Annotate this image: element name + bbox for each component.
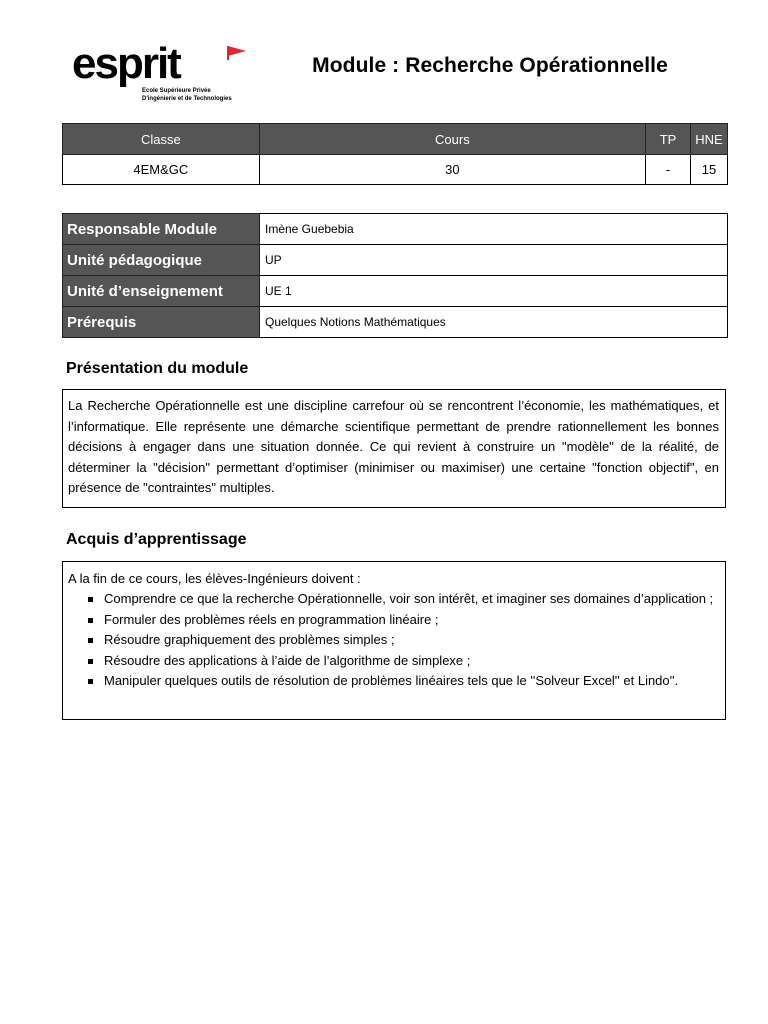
header-cours: Cours bbox=[259, 124, 645, 155]
info-row-prerequis bbox=[63, 307, 728, 338]
logo-subtitle-1: Ecole Supérieure Privée bbox=[142, 88, 211, 94]
info-value: Quelques Notions Mathématiques bbox=[260, 307, 728, 338]
acquis-box bbox=[62, 561, 726, 720]
presentation-text: La Recherche Opérationnelle est une discipline carrefour où se rencontrent l’économie, les mathématiques, et l’informatique. Elle représente une démarche scientifique permettant de prendre rationnellement les bonnes décisions à engager dans une situation donnée. Ce qui revient à construire un "modèle" de la réalité, de déterminer la "décision" permettant d’optimiser (minimiser ou maximiser) une certaine "fonction objectif", en présence de "contraintes" multiples. bbox=[68, 398, 719, 495]
list-item bbox=[68, 589, 719, 610]
bullet-icon bbox=[88, 638, 93, 643]
cell-tp: - bbox=[646, 155, 691, 185]
info-row-unite-enseignement bbox=[63, 276, 728, 307]
info-value: UP bbox=[260, 245, 728, 276]
list-item bbox=[68, 651, 719, 672]
acquis-heading: Acquis d’apprentissage bbox=[66, 531, 247, 548]
hours-table-header bbox=[63, 124, 728, 155]
bullet-icon bbox=[88, 597, 93, 602]
header-classe: Classe bbox=[63, 124, 260, 155]
info-row-responsable bbox=[63, 214, 728, 245]
list-item-text: Résoudre graphiquement des problèmes simples ; bbox=[104, 632, 395, 647]
info-label: Unité pédagogique bbox=[63, 245, 260, 276]
logo-wordmark: esprit bbox=[72, 39, 180, 88]
acquis-intro: A la fin de ce cours, les élèves-Ingénieurs doivent : bbox=[68, 571, 361, 586]
list-item-text: Résoudre des applications à l’aide de l’algorithme de simplexe ; bbox=[104, 652, 471, 668]
logo-subtitle-2: D'ingénierie et de Technologies bbox=[142, 96, 232, 102]
cell-hne: 15 bbox=[690, 155, 727, 185]
module-title: Module : Recherche Opérationnelle bbox=[312, 54, 668, 77]
acquis-list bbox=[68, 589, 719, 692]
list-item bbox=[68, 671, 719, 692]
cell-classe: 4EM&GC bbox=[63, 155, 260, 185]
info-label: Prérequis bbox=[63, 307, 260, 338]
bullet-icon bbox=[88, 659, 93, 664]
list-item-text: Comprendre ce que la recherche Opérationnelle, voir son intérêt, et imaginer ses domaines d’application ; bbox=[104, 591, 714, 606]
header-hne: HNE bbox=[690, 124, 727, 155]
module-info-table bbox=[62, 213, 728, 338]
presentation-heading: Présentation du module bbox=[66, 360, 249, 377]
hours-table-row bbox=[63, 155, 728, 185]
list-item bbox=[68, 610, 719, 631]
header-tp: TP bbox=[646, 124, 691, 155]
presentation-box bbox=[62, 389, 726, 508]
bullet-icon bbox=[88, 618, 93, 623]
info-label: Unité d’enseignement bbox=[63, 276, 260, 307]
logo-flag-icon bbox=[228, 46, 246, 56]
info-label: Responsable Module bbox=[63, 214, 260, 245]
list-item-text: Manipuler quelques outils de résolution de problèmes linéaires tels que le ''Solveur Excel'' et Lindo''. bbox=[104, 673, 679, 688]
cell-cours: 30 bbox=[259, 155, 645, 185]
bullet-icon bbox=[88, 679, 93, 684]
esprit-logo bbox=[70, 38, 250, 110]
info-value: Imène Guebebia bbox=[260, 214, 728, 245]
hours-table bbox=[62, 123, 728, 185]
list-item-text: Formuler des problèmes réels en programmation linéaire ; bbox=[104, 611, 439, 627]
info-value: UE 1 bbox=[260, 276, 728, 307]
info-row-unite-pedagogique bbox=[63, 245, 728, 276]
list-item bbox=[68, 630, 719, 651]
